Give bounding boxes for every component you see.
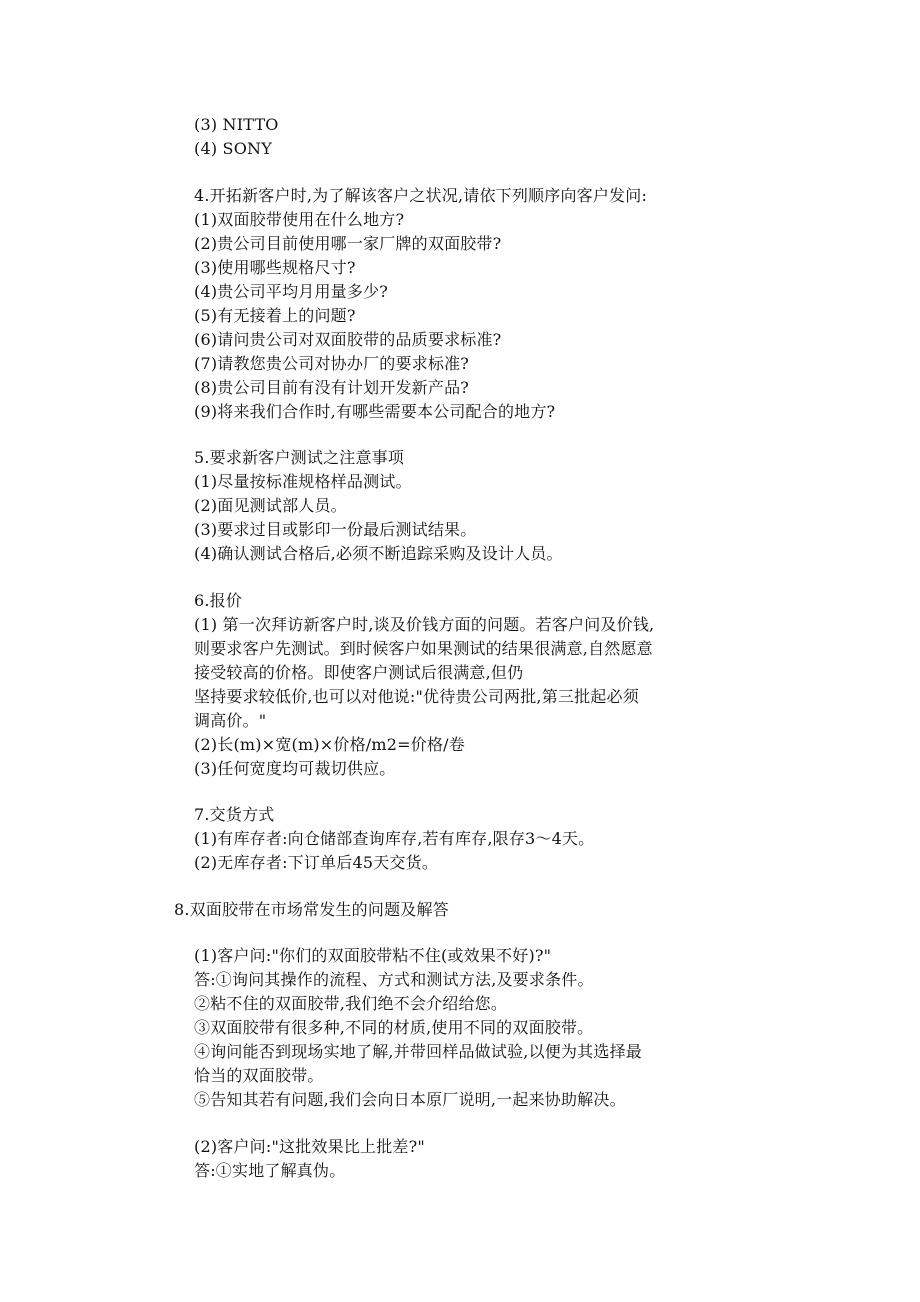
section6-line: (2)长(m)×宽(m)×价格/m2=价格/卷 — [194, 735, 465, 754]
section4-item: (1)双面胶带使用在什么地方? — [194, 210, 405, 229]
section7-item: (2)无库存者:下订单后45天交货。 — [194, 853, 439, 872]
section4-heading: 4.开拓新客户时,为了解该客户之状况,请依下列顺序向客户发问: — [194, 186, 648, 205]
section6-line: 坚持要求较低价,也可以对他说:"优待贵公司两批,第三批起必须 — [194, 687, 639, 706]
section6-heading: 6.报价 — [194, 591, 243, 610]
section4-item: (5)有无接着上的问题? — [194, 306, 356, 325]
section8-heading: 8.双面胶带在市场常发生的问题及解答 — [174, 900, 449, 919]
section6-line: 接受较高的价格。即使客户测试后很满意,但仍 — [194, 663, 524, 682]
question-2: (2)客户问:"这批效果比上批差?" — [194, 1137, 425, 1156]
answer-line: 答:①实地了解真伪。 — [194, 1161, 346, 1180]
answer-line: 恰当的双面胶带。 — [194, 1066, 324, 1085]
section6-line: 调高价。" — [194, 711, 267, 730]
section7-heading: 7.交货方式 — [194, 805, 275, 824]
brand-item: (3) NITTO — [194, 115, 279, 134]
answer-line: ②粘不住的双面胶带,我们绝不会介绍给您。 — [194, 994, 508, 1013]
answer-line: ⑤告知其若有问题,我们会向日本原厂说明,一起来协助解决。 — [194, 1090, 626, 1109]
answer-line: ③双面胶带有很多种,不同的材质,使用不同的双面胶带。 — [194, 1018, 594, 1037]
section4-item: (4)贵公司平均月用量多少? — [194, 282, 389, 301]
section5-item: (1)尽量按标准规格样品测试。 — [194, 472, 412, 491]
section4-item: (9)将来我们合作时,有哪些需要本公司配合的地方? — [194, 402, 556, 421]
section4-item: (8)贵公司目前有没有计划开发新产品? — [194, 378, 470, 397]
section4-item: (3)使用哪些规格尺寸? — [194, 258, 356, 277]
section6-line: 则要求客户先测试。到时候客户如果测试的结果很满意,自然愿意 — [194, 639, 653, 658]
question-1: (1)客户问:"你们的双面胶带粘不住(或效果不好)?" — [194, 946, 552, 965]
section6-line: (3)任何宽度均可裁切供应。 — [194, 759, 396, 778]
answer-line: 答:①询问其操作的流程、方式和测试方法,及要求条件。 — [194, 970, 594, 989]
brand-item: (4) SONY — [194, 139, 272, 158]
section6-line: (1) 第一次拜访新客户时,谈及价钱方面的问题。若客户问及价钱, — [194, 615, 655, 634]
section7-item: (1)有库存者:向仓储部查询库存,若有库存,限存3～4天。 — [194, 829, 595, 848]
section5-item: (4)确认测试合格后,必须不断追踪采购及设计人员。 — [194, 544, 563, 563]
section4-item: (2)贵公司目前使用哪一家厂牌的双面胶带? — [194, 234, 502, 253]
section4-item: (6)请问贵公司对双面胶带的品质要求标准? — [194, 330, 502, 349]
section4-item: (7)请教您贵公司对协办厂的要求标准? — [194, 354, 470, 373]
section5-item: (2)面见测试部人员。 — [194, 496, 347, 515]
answer-line: ④询问能否到现场实地了解,并带回样品做试验,以便为其选择最 — [194, 1042, 642, 1061]
section5-item: (3)要求过目或影印一份最后测试结果。 — [194, 520, 477, 539]
section5-heading: 5.要求新客户测试之注意事项 — [194, 448, 405, 467]
